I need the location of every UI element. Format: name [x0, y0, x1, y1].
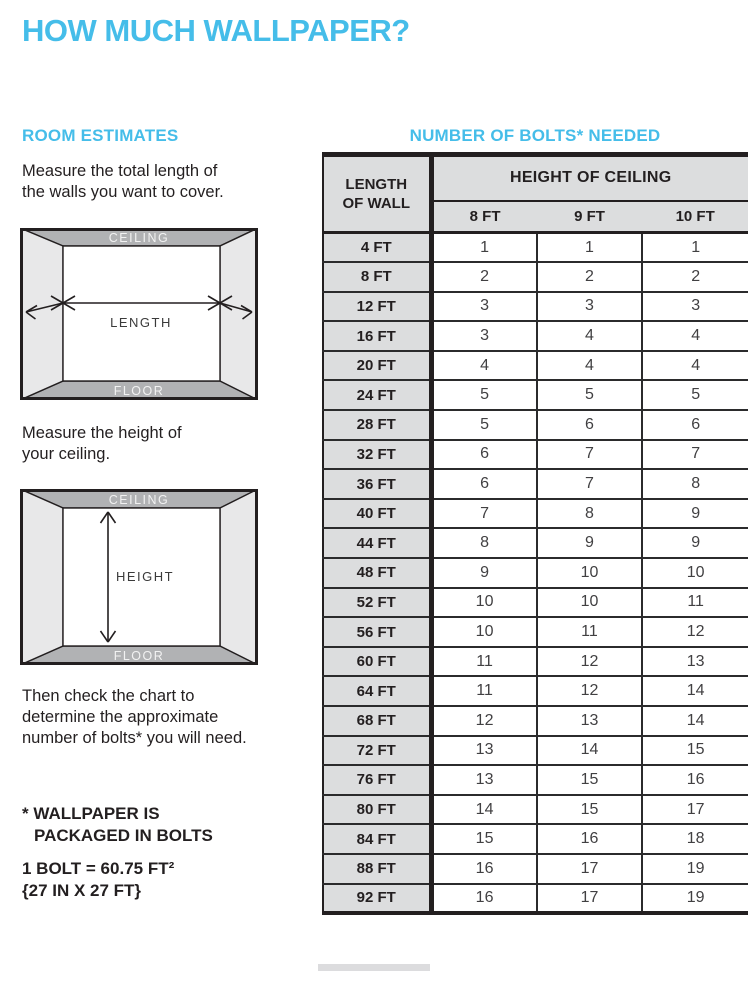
ceiling-9ft-header: 9 FT: [537, 201, 643, 233]
wall-length-cell: 20 FT: [323, 351, 431, 381]
bolt-count-cell: 16: [431, 884, 537, 914]
wall-length-cell: 40 FT: [323, 499, 431, 529]
bolt-count-cell: 12: [431, 706, 537, 736]
table-row: [323, 380, 748, 410]
bolt-count-cell: 11: [431, 676, 537, 706]
table-header: [323, 155, 748, 233]
measure-height-text: [22, 423, 182, 465]
wall-length-cell: 88 FT: [323, 854, 431, 884]
bolt-count-cell: 7: [431, 499, 537, 529]
bolt-count-cell: 6: [642, 410, 748, 440]
bolt-count-cell: 19: [642, 884, 748, 914]
bolt-count-cell: 16: [431, 854, 537, 884]
bolt-count-cell: 5: [537, 380, 643, 410]
bolt-count-cell: 3: [537, 292, 643, 322]
length-room-diagram: [20, 228, 258, 400]
wall-length-cell: 8 FT: [323, 262, 431, 292]
bolt-count-cell: 18: [642, 824, 748, 854]
bolts-needed-table: [322, 152, 748, 915]
bolt-count-cell: 19: [642, 854, 748, 884]
right-wall-panel: [220, 489, 258, 665]
bolt-count-cell: 11: [537, 617, 643, 647]
length-of-wall-header: [323, 155, 431, 233]
bolt-count-cell: 16: [537, 824, 643, 854]
table-row: [323, 499, 748, 529]
measure-height-line1: Measure the height of: [22, 424, 182, 442]
table-row: [323, 854, 748, 884]
measure-height-line2: your ceiling.: [22, 445, 111, 463]
bolt-count-cell: 10: [537, 558, 643, 588]
check-chart-text: [22, 686, 247, 749]
table-row: [323, 736, 748, 766]
table-row: [323, 321, 748, 351]
floor-caption: FLOOR: [113, 384, 165, 398]
wall-length-cell: 48 FT: [323, 558, 431, 588]
table-row: [323, 233, 748, 263]
table-shadow: [318, 964, 430, 971]
left-wall-panel: [20, 489, 63, 665]
measure-length-text: [22, 161, 224, 203]
height-label: HEIGHT: [115, 569, 175, 584]
wall-length-cell: 64 FT: [323, 676, 431, 706]
length-header-line1: LENGTH: [345, 176, 408, 193]
bolt-count-cell: 10: [431, 588, 537, 618]
table-row: [323, 528, 748, 558]
wall-length-cell: 68 FT: [323, 706, 431, 736]
bolt-count-cell: 14: [537, 736, 643, 766]
wallpaper-bolts-footnote: [22, 803, 213, 847]
bolt-spec-text: [22, 858, 174, 902]
bolt-count-cell: 3: [431, 292, 537, 322]
table-row: [323, 410, 748, 440]
bolt-count-cell: 14: [642, 706, 748, 736]
bolt-count-cell: 9: [431, 558, 537, 588]
bolt-count-cell: 13: [431, 765, 537, 795]
bolt-count-cell: 11: [642, 588, 748, 618]
table-row: [323, 292, 748, 322]
bolt-count-cell: 5: [431, 380, 537, 410]
floor-caption: FLOOR: [113, 649, 165, 663]
wall-length-cell: 12 FT: [323, 292, 431, 322]
table-row: [323, 795, 748, 825]
bolt-count-cell: 16: [642, 765, 748, 795]
bolt-count-cell: 13: [537, 706, 643, 736]
wall-length-cell: 72 FT: [323, 736, 431, 766]
left-wall-panel: [20, 228, 63, 400]
table-row: [323, 588, 748, 618]
measure-length-line2: the walls you want to cover.: [22, 183, 224, 201]
bolt-count-cell: 5: [431, 410, 537, 440]
table-row: [323, 706, 748, 736]
table-row: [323, 676, 748, 706]
footnote-line1: * WALLPAPER IS: [22, 804, 160, 823]
bolt-count-cell: 10: [642, 558, 748, 588]
bolt-count-cell: 4: [642, 321, 748, 351]
table-row: [323, 440, 748, 470]
wall-length-cell: 92 FT: [323, 884, 431, 914]
footnote-line2: PACKAGED IN BOLTS: [34, 826, 213, 845]
length-label: LENGTH: [110, 315, 172, 330]
bolt-count-cell: 8: [537, 499, 643, 529]
wall-length-cell: 32 FT: [323, 440, 431, 470]
back-wall-panel: [63, 246, 220, 381]
wall-length-cell: 60 FT: [323, 647, 431, 677]
bolt-count-cell: 6: [537, 410, 643, 440]
bolt-count-cell: 10: [431, 617, 537, 647]
bolt-count-cell: 3: [642, 292, 748, 322]
bolt-count-cell: 12: [642, 617, 748, 647]
bolt-count-cell: 13: [431, 736, 537, 766]
wall-length-cell: 24 FT: [323, 380, 431, 410]
wall-length-cell: 80 FT: [323, 795, 431, 825]
bolt-count-cell: 10: [537, 588, 643, 618]
wall-length-cell: 4 FT: [323, 233, 431, 263]
ceiling-8ft-header: 8 FT: [431, 201, 537, 233]
page-title: HOW MUCH WALLPAPER?: [22, 13, 410, 48]
wall-length-cell: 56 FT: [323, 617, 431, 647]
bolt-count-cell: 2: [537, 262, 643, 292]
check-chart-line2: determine the approximate: [22, 708, 219, 726]
bolt-count-cell: 8: [431, 528, 537, 558]
ceiling-caption: CEILING: [108, 493, 170, 507]
bolt-count-cell: 15: [537, 795, 643, 825]
bolt-count-cell: 9: [537, 528, 643, 558]
bolt-count-cell: 1: [537, 233, 643, 263]
bolt-count-cell: 5: [642, 380, 748, 410]
bolt-count-cell: 7: [537, 469, 643, 499]
bolt-count-cell: 11: [431, 647, 537, 677]
bolt-count-cell: 4: [537, 321, 643, 351]
bolt-count-cell: 4: [642, 351, 748, 381]
room-estimates-heading: ROOM ESTIMATES: [22, 126, 179, 145]
bolt-count-cell: 9: [642, 528, 748, 558]
table-row: [323, 351, 748, 381]
bolt-count-cell: 9: [642, 499, 748, 529]
wall-length-cell: 36 FT: [323, 469, 431, 499]
table-row: [323, 262, 748, 292]
bolt-spec-line2: {27 IN X 27 FT}: [22, 881, 142, 900]
bolt-count-cell: 7: [537, 440, 643, 470]
right-wall-panel: [220, 228, 258, 400]
wall-length-cell: 84 FT: [323, 824, 431, 854]
bolt-count-cell: 12: [537, 676, 643, 706]
bolt-count-cell: 8: [642, 469, 748, 499]
wall-length-cell: 44 FT: [323, 528, 431, 558]
bolt-count-cell: 15: [431, 824, 537, 854]
bolt-count-cell: 2: [642, 262, 748, 292]
wall-length-cell: 76 FT: [323, 765, 431, 795]
bolt-count-cell: 6: [431, 469, 537, 499]
ceiling-10ft-header: 10 FT: [642, 201, 748, 233]
table-body: [323, 233, 748, 914]
bolt-count-cell: 4: [431, 351, 537, 381]
bolt-count-cell: 7: [642, 440, 748, 470]
wall-length-cell: 28 FT: [323, 410, 431, 440]
check-chart-line3: number of bolts* you will need.: [22, 729, 247, 747]
bolt-count-cell: 4: [537, 351, 643, 381]
length-header-line2: OF WALL: [342, 195, 410, 212]
ceiling-caption: CEILING: [108, 231, 170, 245]
table-row: [323, 824, 748, 854]
bolt-count-cell: 17: [537, 884, 643, 914]
bolt-count-cell: 17: [537, 854, 643, 884]
bolt-count-cell: 15: [537, 765, 643, 795]
bolt-count-cell: 14: [642, 676, 748, 706]
table-row: [323, 647, 748, 677]
bolt-spec-line1: 1 BOLT = 60.75 FT²: [22, 859, 175, 878]
bolt-count-cell: 13: [642, 647, 748, 677]
table-row: [323, 558, 748, 588]
height-room-diagram: [20, 489, 258, 665]
table-row: [323, 884, 748, 914]
bolt-count-cell: 1: [480, 238, 490, 256]
table-row: [323, 469, 748, 499]
bolt-count-cell: 3: [431, 321, 537, 351]
bolt-count-cell: 6: [431, 440, 537, 470]
measure-length-line1: Measure the total length of: [22, 162, 218, 180]
table-row: [323, 765, 748, 795]
wall-length-cell: 16 FT: [323, 321, 431, 351]
bolt-count-cell: 14: [431, 795, 537, 825]
check-chart-line1: Then check the chart to: [22, 687, 195, 705]
bolt-count-cell: 12: [537, 647, 643, 677]
table-row: [323, 617, 748, 647]
height-of-ceiling-header: HEIGHT OF CEILING: [431, 155, 748, 201]
wall-length-cell: 52 FT: [323, 588, 431, 618]
bolts-needed-heading: NUMBER OF BOLTS* NEEDED: [409, 126, 661, 145]
bolt-count-cell: 15: [642, 736, 748, 766]
bolt-count-cell: 17: [642, 795, 748, 825]
bolt-count-cell: 1: [642, 233, 748, 263]
bolt-count-cell: 2: [431, 262, 537, 292]
